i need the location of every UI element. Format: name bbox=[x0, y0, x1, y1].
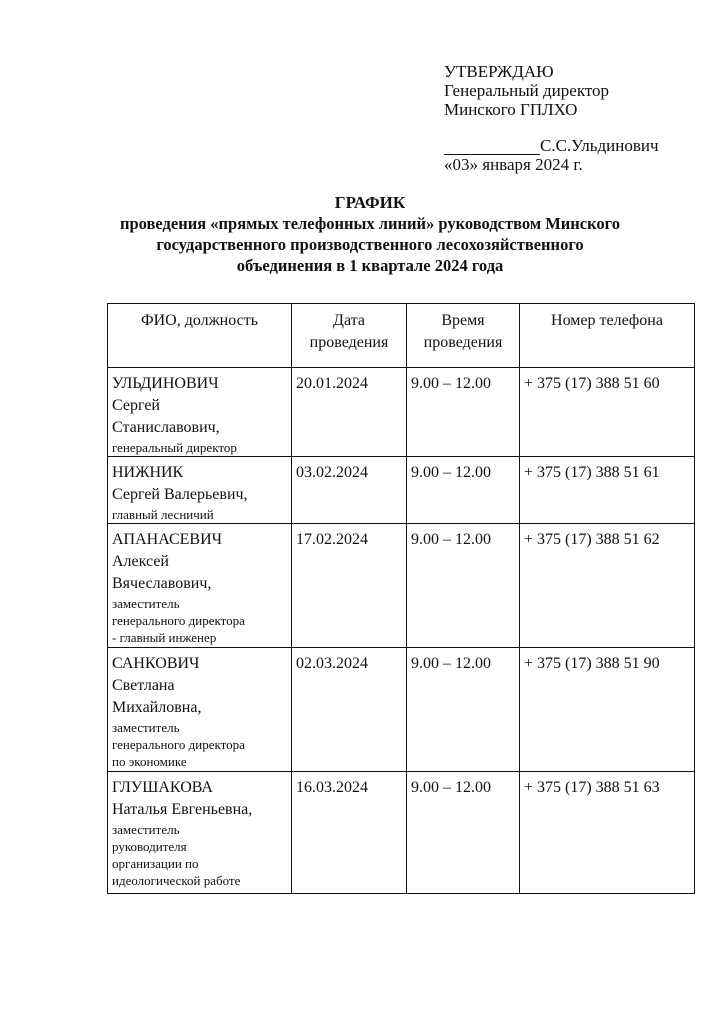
person-position-line-2: генерального директора bbox=[112, 737, 245, 752]
person-name: Наталья Евгеньевна, bbox=[112, 801, 253, 818]
title-line-3: объединения в 1 квартале 2024 года bbox=[236, 256, 504, 275]
cell-date: 16.03.2024 bbox=[292, 772, 407, 894]
header-phone: Номер телефона bbox=[520, 304, 695, 368]
person-surname: АПАНАСЕВИЧ bbox=[112, 531, 223, 548]
header-time-line-2: проведения bbox=[423, 334, 503, 351]
cell-person bbox=[108, 648, 292, 772]
person-surname: УЛЬДИНОВИЧ bbox=[112, 375, 219, 392]
approval-date: «03» января 2024 г. bbox=[444, 155, 583, 174]
cell-person bbox=[108, 457, 292, 524]
signature-block bbox=[444, 136, 684, 174]
cell-phone: + 375 (17) 388 51 61 bbox=[520, 457, 695, 524]
header-time bbox=[407, 304, 520, 368]
approval-position: Генеральный директор bbox=[444, 81, 610, 100]
cell-date: 20.01.2024 bbox=[292, 368, 407, 457]
cell-phone: + 375 (17) 388 51 62 bbox=[520, 524, 695, 648]
signature-blank bbox=[444, 139, 540, 155]
title-main: ГРАФИК bbox=[334, 193, 406, 212]
cell-phone: + 375 (17) 388 51 63 bbox=[520, 772, 695, 894]
table-row bbox=[108, 457, 695, 524]
person-name: Сергей Валерьевич, bbox=[112, 486, 248, 503]
person-position-line-3: организации по bbox=[112, 856, 199, 871]
person-surname: ГЛУШАКОВА bbox=[112, 779, 213, 796]
person-position: главный лесничий bbox=[112, 507, 214, 522]
cell-phone: + 375 (17) 388 51 90 bbox=[520, 648, 695, 772]
table-row bbox=[108, 648, 695, 772]
person-patronymic: Станиславович, bbox=[112, 419, 220, 436]
approval-block bbox=[444, 62, 609, 119]
cell-person bbox=[108, 368, 292, 457]
header-date-line-2: проведения bbox=[309, 334, 389, 351]
person-position-line-1: заместитель bbox=[112, 822, 180, 837]
table-row bbox=[108, 772, 695, 894]
signatory-name: С.С.Ульдинович bbox=[540, 136, 659, 155]
cell-date: 17.02.2024 bbox=[292, 524, 407, 648]
person-position-line-2: генерального директора bbox=[112, 613, 245, 628]
cell-time: 9.00 – 12.00 bbox=[407, 368, 520, 457]
person-position-line-4: идеологической работе bbox=[112, 873, 241, 888]
header-date-line-1: Дата bbox=[333, 312, 365, 329]
person-position-line-2: руководителя bbox=[112, 839, 187, 854]
person-name: Светлана bbox=[112, 677, 175, 694]
schedule-table bbox=[107, 303, 695, 894]
approval-organization: Минского ГПЛХО bbox=[444, 100, 578, 119]
cell-time: 9.00 – 12.00 bbox=[407, 457, 520, 524]
person-patronymic: Михайловна, bbox=[112, 699, 202, 716]
person-patronymic: Вячеславович, bbox=[112, 575, 212, 592]
approval-heading: УТВЕРЖДАЮ bbox=[444, 62, 554, 81]
header-time-line-1: Время bbox=[441, 312, 485, 329]
table-row bbox=[108, 524, 695, 648]
cell-date: 03.02.2024 bbox=[292, 457, 407, 524]
cell-time: 9.00 – 12.00 bbox=[407, 524, 520, 648]
cell-phone: + 375 (17) 388 51 60 bbox=[520, 368, 695, 457]
person-name: Сергей bbox=[112, 397, 160, 414]
title-line-1: проведения «прямых телефонных линий» руководством Минского bbox=[119, 214, 620, 233]
cell-time: 9.00 – 12.00 bbox=[407, 648, 520, 772]
cell-date: 02.03.2024 bbox=[292, 648, 407, 772]
person-name: Алексей bbox=[112, 553, 169, 570]
table-header-row bbox=[108, 304, 695, 368]
title-line-2: государственного производственного лесохозяйственного bbox=[156, 235, 584, 254]
person-surname: НИЖНИК bbox=[112, 464, 184, 481]
person-position-line-1: заместитель bbox=[112, 596, 180, 611]
cell-person bbox=[108, 772, 292, 894]
person-position: генеральный директор bbox=[112, 440, 237, 455]
cell-time: 9.00 – 12.00 bbox=[407, 772, 520, 894]
signature-line bbox=[444, 136, 684, 155]
document-title bbox=[90, 192, 650, 276]
person-position-line-3: по экономике bbox=[112, 754, 187, 769]
person-surname: САНКОВИЧ bbox=[112, 655, 200, 672]
cell-person bbox=[108, 524, 292, 648]
person-position-line-3: - главный инженер bbox=[112, 630, 217, 645]
person-position-line-1: заместитель bbox=[112, 720, 180, 735]
table-row bbox=[108, 368, 695, 457]
header-name: ФИО, должность bbox=[108, 304, 292, 368]
header-date bbox=[292, 304, 407, 368]
